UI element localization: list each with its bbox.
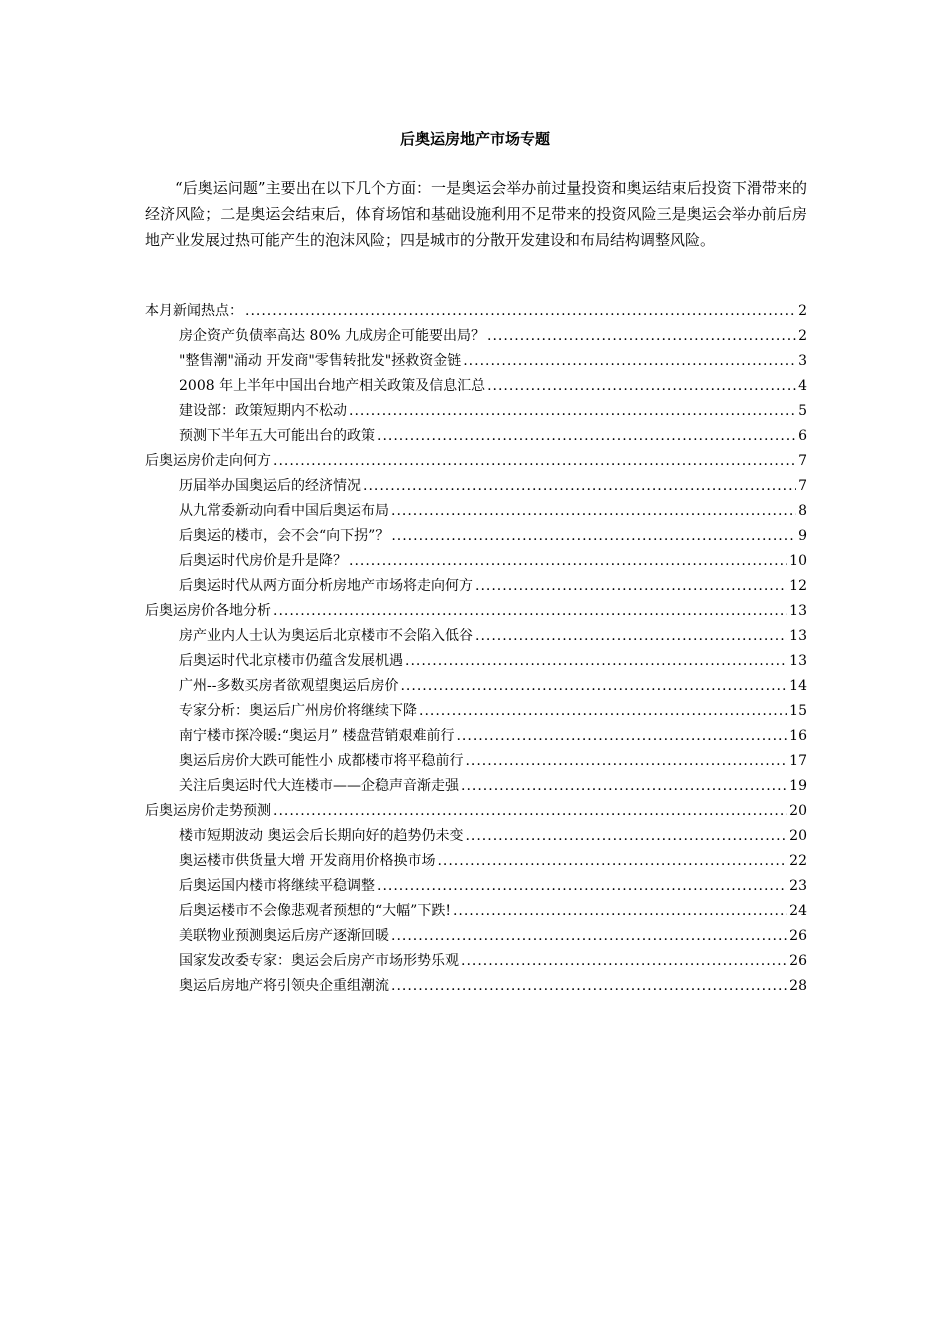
toc-page-number: 13 — [789, 603, 807, 619]
toc-subsection-entry[interactable] — [145, 674, 807, 699]
toc-page-number: 4 — [798, 378, 807, 394]
toc-subsection-entry[interactable] — [145, 724, 807, 749]
toc-entry-label: 房企资产负债率高达 80% 九成房企可能要出局？ — [179, 328, 486, 344]
toc-section-entry[interactable] — [145, 299, 807, 324]
toc-entry-label: 奥运楼市供货量大增 开发商用价格换市场 — [179, 853, 436, 869]
toc-subsection-entry[interactable] — [145, 649, 807, 674]
toc-dot-leader — [391, 499, 796, 524]
toc-entry-label: 后奥运楼市不会像悲观者预想的“大幅”下跌! — [179, 903, 451, 919]
toc-subsection-entry[interactable] — [145, 774, 807, 799]
toc-entry-label: 奥运后房价大跌可能性小 成都楼市将平稳前行 — [179, 753, 464, 769]
toc-dot-leader — [487, 374, 796, 399]
toc-dot-leader — [245, 299, 796, 324]
toc-entry-label: 后奥运房价走向何方 — [145, 453, 271, 469]
toc-page-number: 23 — [789, 878, 807, 894]
toc-subsection-entry[interactable] — [145, 399, 807, 424]
toc-subsection-entry[interactable] — [145, 974, 807, 999]
toc-dot-leader — [349, 399, 796, 424]
toc-subsection-entry[interactable] — [145, 874, 807, 899]
toc-entry-label: 南宁楼市探冷暖:“奥运月” 楼盘营销艰难前行 — [179, 728, 455, 744]
toc-page-number: 16 — [789, 728, 807, 744]
toc-dot-leader — [437, 849, 787, 874]
toc-subsection-entry[interactable] — [145, 749, 807, 774]
toc-page-number: 8 — [798, 503, 807, 519]
toc-entry-label: 关注后奥运时代大连楼市——企稳声音渐走强 — [179, 778, 459, 794]
toc-entry-label: 建设部：政策短期内不松动 — [179, 403, 347, 419]
toc-subsection-entry[interactable] — [145, 374, 807, 399]
document-title: 后奥运房地产市场专题 — [399, 130, 550, 148]
toc-section-entry[interactable] — [145, 599, 807, 624]
toc-entry-label: 后奥运时代北京楼市仍蕴含发展机遇 — [179, 653, 403, 669]
toc-entry-label: 从九常委新动向看中国后奥运布局 — [179, 503, 389, 519]
toc-subsection-entry[interactable] — [145, 474, 807, 499]
toc-entry-label: 奥运后房地产将引领央企重组潮流 — [179, 978, 389, 994]
toc-dot-leader — [419, 699, 787, 724]
toc-page-number: 5 — [798, 403, 807, 419]
toc-dot-leader — [465, 749, 787, 774]
toc-dot-leader — [349, 549, 787, 574]
toc-entry-label: 房产业内人士认为奥运后北京楼市不会陷入低谷 — [179, 628, 473, 644]
toc-entry-label: 历届举办国奥运后的经济情况 — [179, 478, 361, 494]
toc-entry-label: 美联物业预测奥运后房产逐渐回暖 — [179, 928, 389, 944]
toc-subsection-entry[interactable] — [145, 849, 807, 874]
toc-dot-leader — [391, 524, 796, 549]
toc-subsection-entry[interactable] — [145, 524, 807, 549]
toc-page-number: 12 — [789, 578, 807, 594]
toc-page-number: 10 — [789, 553, 807, 569]
toc-entry-label: 后奥运房价走势预测 — [145, 803, 271, 819]
table-of-contents — [145, 299, 807, 999]
toc-subsection-entry[interactable] — [145, 624, 807, 649]
toc-section-entry[interactable] — [145, 449, 807, 474]
toc-dot-leader — [456, 724, 787, 749]
toc-dot-leader — [475, 574, 787, 599]
toc-page-number: 26 — [789, 928, 807, 944]
toc-dot-leader — [273, 599, 787, 624]
toc-dot-leader — [377, 424, 796, 449]
toc-page-number: 3 — [798, 353, 807, 369]
toc-page-number: 9 — [798, 528, 807, 544]
toc-dot-leader — [363, 474, 796, 499]
toc-subsection-entry[interactable] — [145, 424, 807, 449]
toc-entry-label: 广州--多数买房者欲观望奥运后房价 — [179, 678, 399, 694]
toc-page-number: 17 — [789, 753, 807, 769]
toc-entry-label: 后奥运的楼市，会不会“向下拐”？ — [179, 528, 390, 544]
toc-page-number: 20 — [789, 803, 807, 819]
toc-dot-leader — [465, 824, 787, 849]
toc-dot-leader — [453, 899, 787, 924]
toc-subsection-entry[interactable] — [145, 699, 807, 724]
toc-page-number: 7 — [798, 453, 807, 469]
toc-page-number: 15 — [789, 703, 807, 719]
toc-dot-leader — [461, 949, 787, 974]
toc-dot-leader — [273, 799, 787, 824]
toc-page-number: 22 — [789, 853, 807, 869]
toc-dot-leader — [463, 349, 796, 374]
toc-subsection-entry[interactable] — [145, 549, 807, 574]
toc-dot-leader — [273, 449, 796, 474]
toc-entry-label: 预测下半年五大可能出台的政策 — [179, 428, 375, 444]
toc-entry-label: 2008 年上半年中国出台地产相关政策及信息汇总 — [179, 378, 486, 394]
toc-dot-leader — [391, 924, 787, 949]
toc-subsection-entry[interactable] — [145, 824, 807, 849]
toc-page-number: 13 — [789, 628, 807, 644]
toc-dot-leader — [377, 874, 787, 899]
toc-dot-leader — [487, 324, 796, 349]
toc-page-number: 26 — [789, 953, 807, 969]
toc-entry-label: "整售潮"涌动 开发商"零售转批发"拯救资金链 — [179, 353, 462, 369]
toc-page-number: 6 — [798, 428, 807, 444]
toc-dot-leader — [461, 774, 787, 799]
toc-subsection-entry[interactable] — [145, 574, 807, 599]
toc-subsection-entry[interactable] — [145, 499, 807, 524]
toc-page-number: 14 — [789, 678, 807, 694]
toc-page-number: 13 — [789, 653, 807, 669]
toc-subsection-entry[interactable] — [145, 924, 807, 949]
toc-dot-leader — [400, 674, 787, 699]
toc-dot-leader — [475, 624, 787, 649]
toc-dot-leader — [405, 649, 787, 674]
toc-subsection-entry[interactable] — [145, 949, 807, 974]
toc-entry-label: 后奥运国内楼市将继续平稳调整 — [179, 878, 375, 894]
toc-page-number: 24 — [789, 903, 807, 919]
toc-entry-label: 后奥运房价各地分析 — [145, 603, 271, 619]
toc-page-number: 2 — [798, 328, 807, 344]
toc-entry-label: 专家分析：奥运后广州房价将继续下降 — [179, 703, 417, 719]
toc-subsection-entry[interactable] — [145, 899, 807, 924]
toc-dot-leader — [391, 974, 787, 999]
toc-entry-label: 后奥运时代从两方面分析房地产市场将走向何方 — [179, 578, 473, 594]
toc-section-entry[interactable] — [145, 799, 807, 824]
toc-subsection-entry[interactable] — [145, 349, 807, 374]
toc-entry-label: 楼市短期波动 奥运会后长期向好的趋势仍未变 — [179, 828, 464, 844]
toc-page-number: 20 — [789, 828, 807, 844]
toc-page-number: 7 — [798, 478, 807, 494]
intro-paragraph: “后奥运问题”主要出在以下几个方面：一是奥运会举办前过量投资和奥运结束后投资下滑带来的经济风险；二是奥运会结束后，体育场馆和基础设施利用不足带来的投资风险三是奥运会举办前后房地产业发展过热可能产生的泡沫风险；四是城市的分散开发建设和布局结构调整风险。 — [145, 179, 807, 249]
toc-page-number: 28 — [789, 978, 807, 994]
toc-page-number: 2 — [798, 303, 807, 319]
toc-entry-label: 本月新闻热点： — [145, 303, 243, 319]
toc-page-number: 19 — [789, 778, 807, 794]
toc-subsection-entry[interactable] — [145, 324, 807, 349]
toc-entry-label: 国家发改委专家：奥运会后房产市场形势乐观 — [179, 953, 459, 969]
toc-entry-label: 后奥运时代房价是升是降？ — [179, 553, 347, 569]
